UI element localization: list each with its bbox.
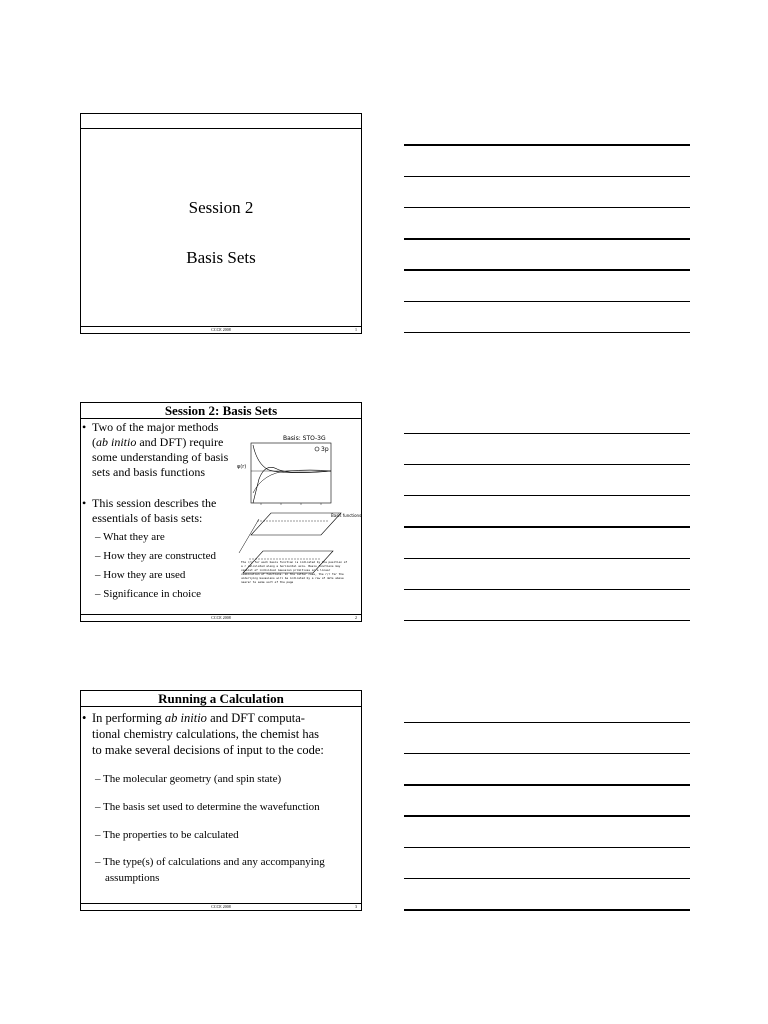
slide-3 (80, 690, 362, 911)
bullet-dot: • (82, 496, 87, 510)
bullet-2-line: essentials of basis sets: (92, 511, 203, 525)
slide-header-band (81, 114, 361, 129)
figure-caption: a r calculated along a horizontal axis. Basis functions may (241, 564, 341, 568)
figure-caption: underlying Gaussians will be indicated by a row of dots above (241, 576, 344, 580)
footer-page-number: 2 (355, 615, 357, 620)
bullet-dot: • (82, 420, 87, 434)
notes-line (404, 433, 690, 434)
notes-line (404, 815, 690, 817)
bullet-1 (82, 710, 362, 758)
notes-line (404, 207, 690, 208)
slide-footer (81, 326, 361, 333)
slide-footer (81, 614, 361, 621)
slide-footer (81, 903, 361, 910)
notes-line (404, 909, 690, 911)
slide-2 (80, 402, 362, 622)
sub-item: – The type(s) of calculations and any accompanying (95, 856, 325, 868)
notes-line (404, 144, 690, 146)
footer-page-number: 1 (355, 327, 357, 332)
plane-axis (239, 519, 259, 553)
bullet-1-line: sets and basis functions (92, 465, 205, 479)
sub-item: – The basis set used to determine the wavefunction (95, 801, 320, 813)
bullet-2-line: This session describes the (92, 496, 217, 510)
sub-item: – The properties to be calculated (95, 829, 239, 841)
notes-line (404, 301, 690, 302)
bullet-1-line: some understanding of basis (92, 450, 229, 464)
sub-item: – The molecular geometry (and spin state) (95, 773, 282, 785)
footer-course: CCCE 2008 (211, 327, 231, 332)
curve-2 (253, 445, 331, 473)
bullet-line: In performing ab initio and DFT computa- (92, 711, 305, 725)
notes-line (404, 878, 690, 879)
notes-line (404, 753, 690, 754)
figure-caption: combination of functions. In the latter case, the r/r for the (241, 572, 344, 576)
slide-1 (80, 113, 362, 334)
sub-item: – How they are constructed (95, 550, 216, 562)
notes-line (404, 784, 690, 786)
slide-2-title: Session 2: Basis Sets (81, 403, 361, 419)
bullet-1 (82, 420, 242, 480)
plot-frame (251, 443, 331, 503)
sub-item: assumptions (105, 872, 160, 884)
notes-line (404, 176, 690, 177)
notes-line (404, 620, 690, 621)
notes-line (404, 526, 690, 528)
bullet-line: tional chemistry calculations, the chemist has (92, 727, 320, 741)
figure-caption: nearer to some sort of the page (241, 580, 294, 584)
figure-legend: 3p (321, 446, 329, 453)
figure-caption: consist of individual Gaussian primitives or a linear (241, 568, 331, 572)
basis-set-figure (237, 433, 363, 595)
sub-item: – What they are (95, 531, 165, 543)
axis-label: φ(r) (237, 464, 247, 470)
slide-1-title-line1: Session 2 (188, 198, 254, 217)
bullet-dot: • (82, 711, 87, 725)
bullet-2 (82, 496, 242, 526)
footer-course: CCCE 2008 (211, 904, 231, 909)
sub-item: – Significance in choice (95, 588, 201, 600)
side-label: Basis functions (331, 513, 362, 518)
slide-3-title: Running a Calculation (81, 691, 361, 707)
footer-course: CCCE 2008 (211, 615, 231, 620)
basis-plane-1 (251, 513, 341, 535)
notes-line (404, 722, 690, 723)
bullet-1-line: (ab initio and DFT) require (92, 435, 224, 449)
figure-caption: The r/r for each basis function is indicated by the position of (241, 560, 348, 564)
bullet-1-line: Two of the major methods (92, 420, 219, 434)
slide-1-title-line2: Basis Sets (186, 248, 256, 267)
bullet-line: to make several decisions of input to the code: (92, 743, 324, 757)
legend-marker (315, 447, 319, 451)
notes-line (404, 495, 690, 496)
notes-line (404, 589, 690, 590)
notes-line (404, 332, 690, 333)
notes-line (404, 269, 690, 271)
notes-line (404, 558, 690, 559)
footer-page-number: 3 (355, 904, 357, 909)
notes-line (404, 847, 690, 848)
curve-3 (253, 470, 331, 493)
sub-item: – How they are used (95, 569, 186, 581)
figure-title: Basis: STO-3G (283, 435, 326, 442)
notes-line (404, 238, 690, 240)
notes-line (404, 464, 690, 465)
